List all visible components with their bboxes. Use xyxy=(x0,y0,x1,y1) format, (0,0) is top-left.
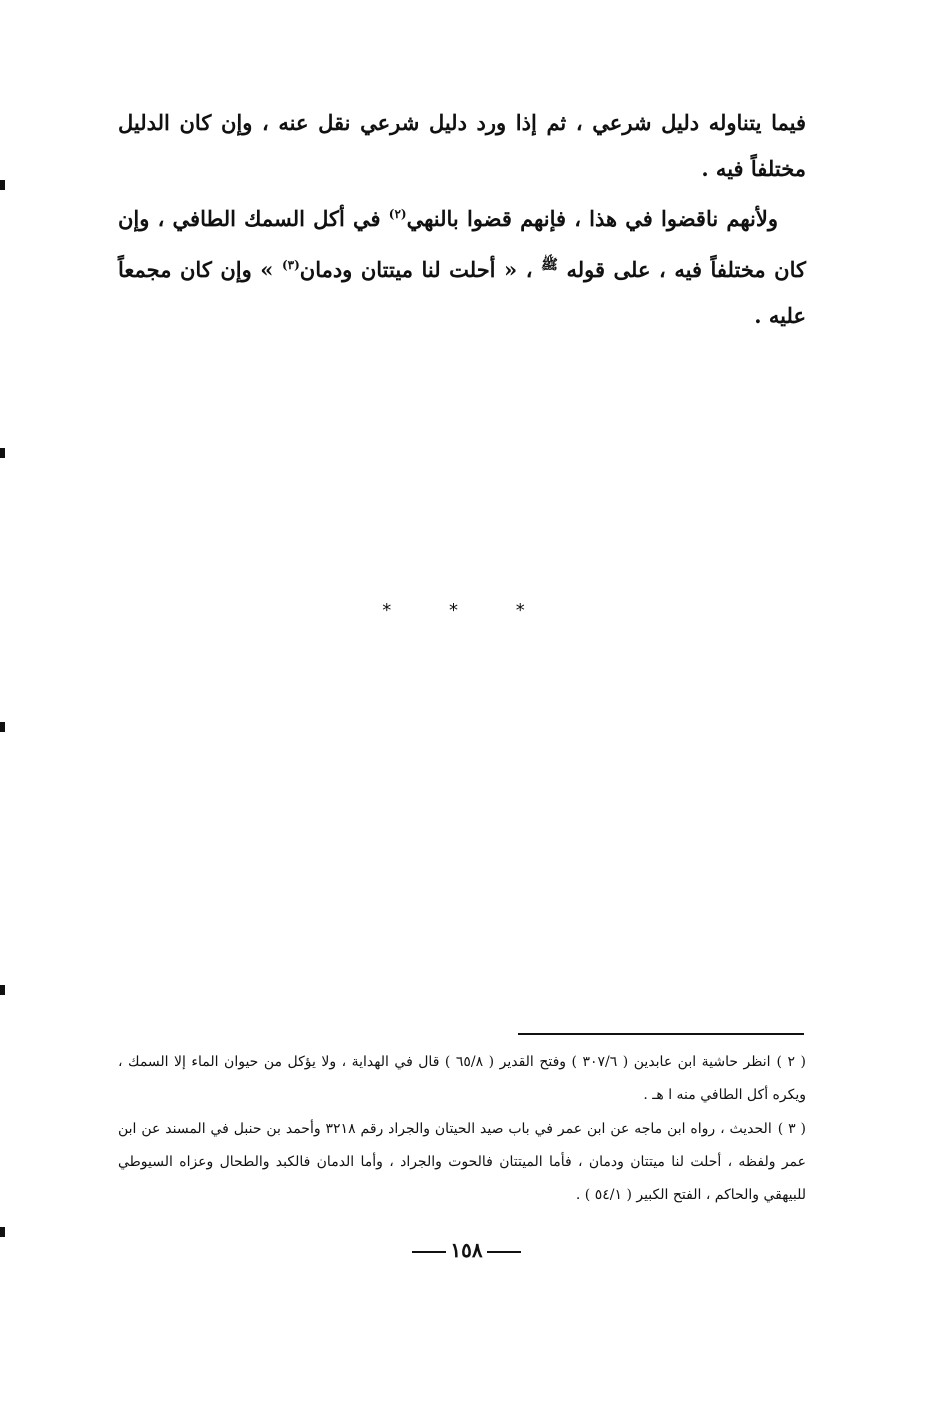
footnote-ref-3: (٣) xyxy=(281,258,300,272)
paragraph-2-text-d: » وإن كان مجمعاً عليه . xyxy=(118,257,806,328)
body-paragraph-1 xyxy=(118,100,806,192)
footnote-3-text: الحديث ، رواه ابن ماجه عن ابن عمر في باب صيد الحيتان والجراد رقم ٣٢١٨ وأحمد بن حنبل في المسند عن ابن عمر ولفظه ، أحلت لنا ميتتان ودمان ، فأما الميتتان فالحوت والجراد ، وأما الدمان فالكبد والطحال وعزاه السيوطي للبيهقي والحاكم ، الفتح الكبير ( ٥٤/١ ) . xyxy=(118,1121,806,1203)
footnote-3-number: ( ٣ ) xyxy=(777,1121,806,1137)
scan-margin-mark xyxy=(0,448,5,458)
footnote-3 xyxy=(118,1113,806,1212)
page-number-dash-right xyxy=(487,1251,521,1253)
paragraph-1-text: فيما يتناوله دليل شرعي ، ثم إذا ورد دليل شرعي نقل عنه ، وإن كان الدليل مختلفاً فيه . xyxy=(118,110,806,181)
footnote-2-text: انظر حاشية ابن عابدين ( ٣٠٧/٦ ) وفتح القدير ( ٦٥/٨ ) قال في الهداية ، ولا يؤكل من حيوان الماء إلا السمك ، ويكره أكل الطافي منه ا هـ . xyxy=(118,1054,806,1103)
page-number xyxy=(0,1238,933,1262)
footnote-2-number: ( ٢ ) xyxy=(776,1054,806,1070)
paragraph-2-text-c: ، « أحلت لنا ميتتان ودمان xyxy=(299,257,542,282)
paragraph-2-text-b: في أكل السمك الطافي ، وإن كان مختلفاً فيه ، على قوله xyxy=(118,206,806,282)
scan-margin-mark xyxy=(0,180,5,190)
scan-margin-mark xyxy=(0,1227,5,1237)
page-number-dash-left xyxy=(412,1251,446,1253)
footnote-ref-2: (٢) xyxy=(388,207,407,221)
honorific-glyph: ﷺ xyxy=(541,257,558,273)
paragraph-2-text-a: ولأنهم ناقضوا في هذا ، فإنهم قضوا بالنهي xyxy=(406,206,778,231)
scan-margin-mark xyxy=(0,985,5,995)
page-number-value: ١٥٨ xyxy=(450,1238,483,1262)
footnote-2 xyxy=(118,1046,806,1112)
scan-margin-mark xyxy=(0,722,5,732)
body-paragraph-2 xyxy=(118,196,806,339)
section-separator-stars: * * * xyxy=(382,600,551,621)
footnote-divider xyxy=(518,1033,804,1035)
